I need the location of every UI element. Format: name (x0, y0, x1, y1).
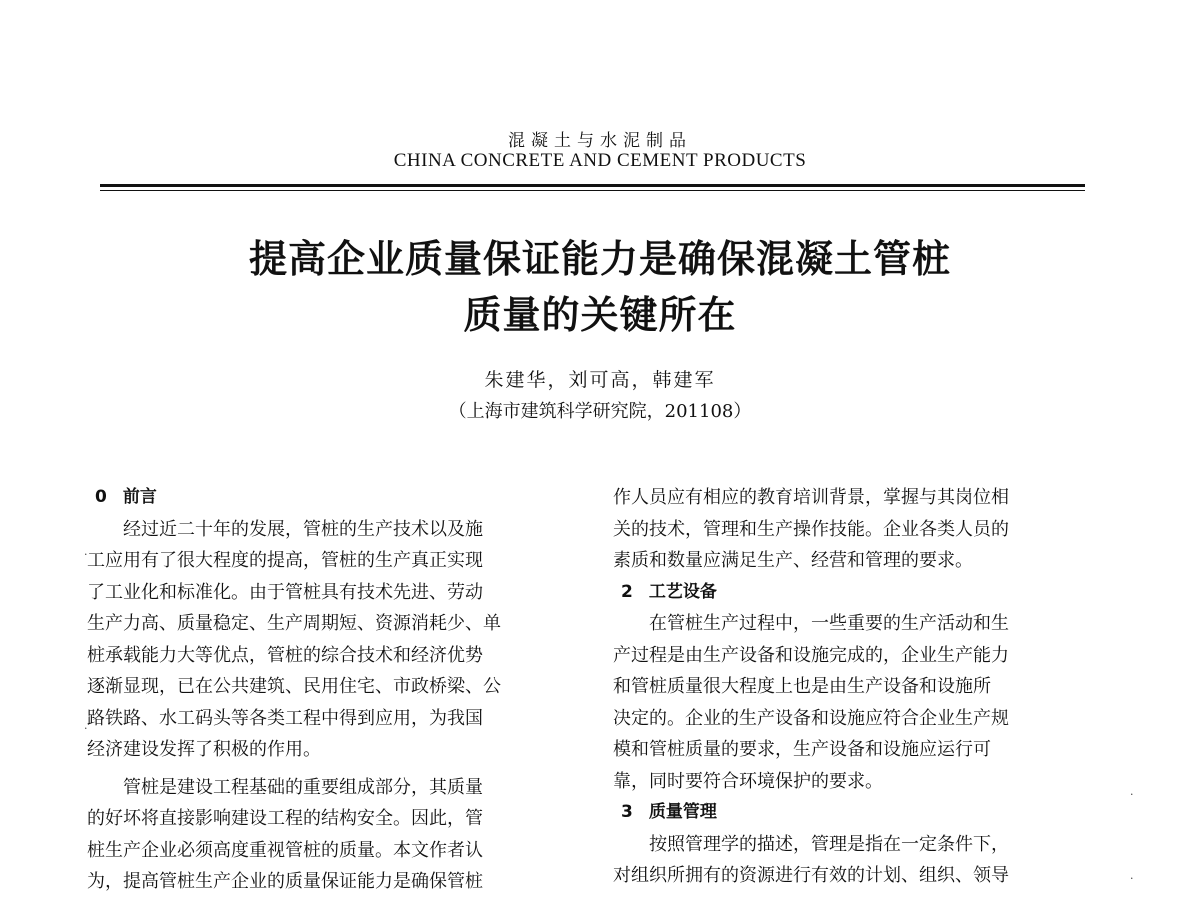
section-title: 工艺设备 (648, 581, 717, 602)
text-line: 关的技术，管理和生产操作技能。企业各类人员的 (613, 518, 1009, 540)
section-number: 2 (621, 581, 633, 602)
text-line: 产过程是由生产设备和设施完成的，企业生产能力 (613, 644, 1009, 666)
text-line: 作人员应有相应的教育培训背景，掌握与其岗位相 (613, 487, 1009, 508)
text-line: 管桩是建设工程基础的重要组成部分，其质量 (87, 776, 483, 798)
text-line: 靠，同时要符合环境保护的要求。 (613, 770, 883, 792)
text-line: 生产力高、质量稳定、生产周期短、资源消耗少、单 (87, 613, 501, 634)
header-rule-thin (100, 190, 1085, 191)
journal-name-cn: 混凝土与水泥制品 (508, 131, 692, 151)
text-line: 经过近二十年的发展，管桩的生产技术以及施 (87, 518, 483, 540)
text-line: 逐渐显现，已在公共建筑、民用住宅、市政桥梁、公 (87, 676, 501, 697)
article-title-line2: 质量的关键所在 (463, 293, 737, 337)
header-rule-thick (100, 184, 1085, 187)
scan-speck: · (84, 722, 88, 735)
section-number: 3 (621, 802, 633, 822)
text-line: 对组织所拥有的资源进行有效的计划、组织、领导 (613, 865, 1009, 886)
paragraph-equipment (613, 608, 1098, 797)
section-title: 前言 (122, 487, 157, 507)
section-heading-0 (87, 482, 572, 514)
paragraph-intro-1 (87, 514, 572, 766)
article-title-line1: 提高企业质量保证能力是确保混凝土管桩 (248, 237, 951, 281)
text-line: 桩承载能力大等优点，管桩的综合技术和经济优势 (87, 644, 483, 666)
paragraph-intro-2 (87, 772, 572, 898)
text-line: 桩生产企业必须高度重视管桩的质量。本文作者认 (87, 839, 483, 861)
section-number: 0 (95, 487, 107, 507)
text-line: 按照管理学的描述，管理是指在一定条件下， (613, 833, 1009, 855)
article-affiliation: （上海市建筑科学研究院，201108） (448, 401, 752, 422)
paragraph-management (613, 829, 1098, 892)
section-title: 质量管理 (648, 802, 717, 822)
text-line: 路铁路、水工码头等各类工程中得到应用，为我国 (87, 707, 483, 729)
scan-speck: · (1130, 872, 1134, 885)
scan-speck: · (84, 548, 88, 561)
scan-speck: · (1130, 788, 1134, 801)
left-column (87, 482, 572, 898)
text-line: 经济建设发挥了积极的作用。 (87, 739, 321, 760)
text-line: 在管桩生产过程中，一些重要的生产活动和生 (613, 613, 1009, 634)
article-authors: 朱建华，刘可高，韩建军 (484, 369, 716, 391)
text-line: 决定的。企业的生产设备和设施应符合企业生产规 (613, 707, 1009, 729)
text-line: 为，提高管桩生产企业的质量保证能力是确保管桩 (87, 871, 483, 892)
paragraph-personnel (613, 482, 1098, 577)
text-line: 了工业化和标准化。由于管桩具有技术先进、劳动 (87, 581, 483, 603)
text-line: 工应用有了很大程度的提高，管桩的生产真正实现 (87, 550, 483, 571)
section-heading-2 (613, 577, 1098, 609)
text-line: 的好坏将直接影响建设工程的结构安全。因此，管 (87, 808, 483, 829)
text-line: 素质和数量应满足生产、经营和管理的要求。 (613, 550, 973, 571)
section-heading-3 (613, 797, 1098, 829)
right-column (613, 482, 1098, 892)
journal-name-en: CHINA CONCRETE AND CEMENT PRODUCTS (393, 150, 807, 171)
text-line: 和管桩质量很大程度上也是由生产设备和设施所 (613, 676, 991, 697)
text-line: 模和管桩质量的要求，生产设备和设施应运行可 (613, 739, 991, 760)
